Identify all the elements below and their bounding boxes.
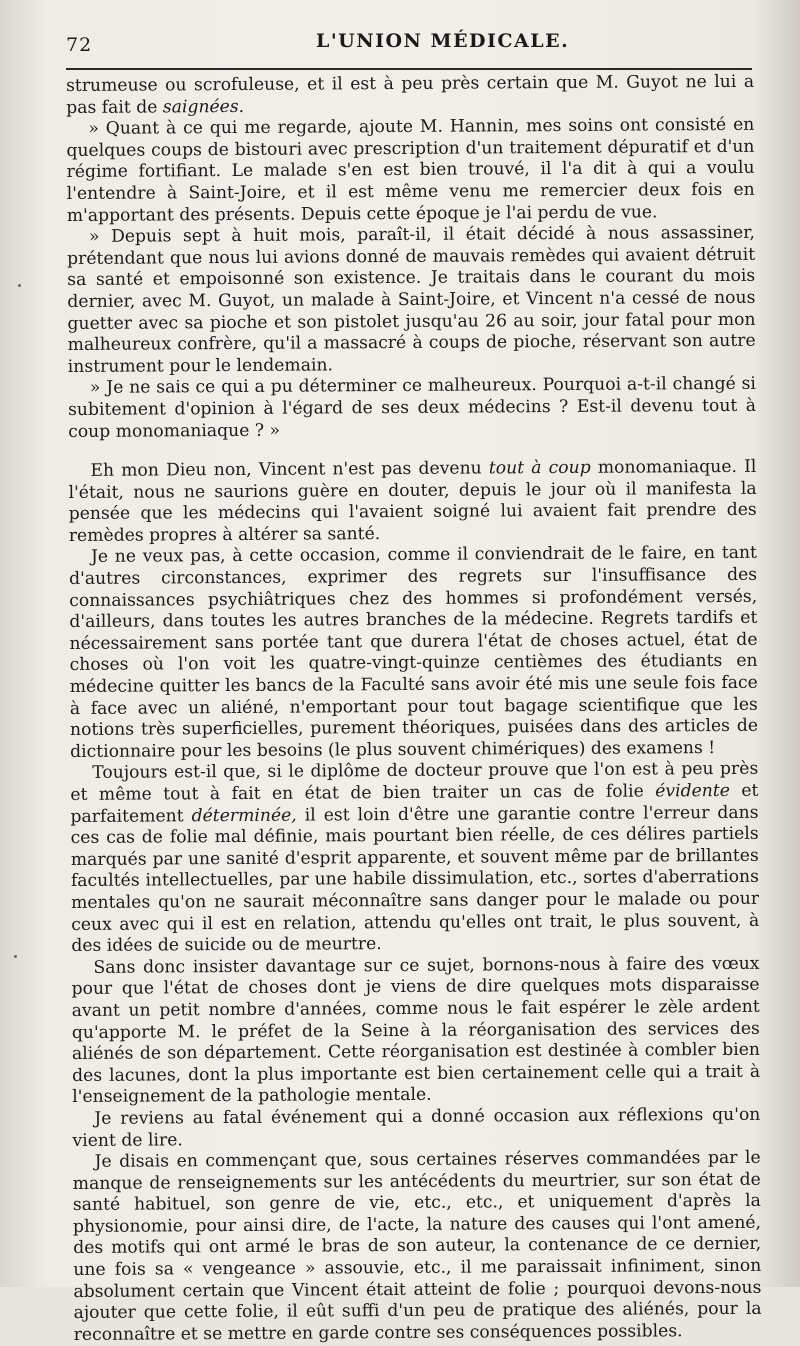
- page-header: [66, 24, 750, 60]
- emphasis: évidente: [655, 780, 730, 802]
- page-number: 72: [66, 34, 93, 56]
- emphasis: saignées.: [162, 96, 245, 118]
- paragraph: strumeuse ou scrofuleuse, et il est à peu près certain que M. Guyot ne lui a pas fait de saignées.: [66, 71, 755, 118]
- paragraph: Je ne veux pas, à cette occasion, comme il conviendrait de le faire, en tant d'autres circonstances, exprimer des regrets sur l'insuffisance des connaissances psychiâtriques chez des hommes si profondément versés, d'ailleurs, dans toutes les autres branches de la médecine. Regrets tardifs et nécessairement sans portée tant que durera l'état de choses actuel, état de choses où l'on voit les quatre-vingt-quinze centièmes des étudiants en médecine quitter les bancs de la Faculté sans avoir été mis une seule fois face à face avec un aliéné, n'emportant pour tout bagage scientifique que les notions très superficielles, purement théoriques, puisées dans des articles de dictionnaire pour les besoins (le plus souvent chimériques) des examens !: [69, 543, 759, 762]
- print-speck: [14, 955, 17, 958]
- paragraph: » Quant à ce qui me regarde, ajoute M. Hannin, mes soins ont consisté en quelques coups de bistouri avec prescription d'un traitement dépuratif et d'un régime fortifiant. Le malade s'en est bien trouvé, il l'a dit à qui a voulu l'entendre à Saint-Joire, et il est même venu me remercier deux fois en m'apportant des présents. Depuis cette époque je l'ai perdu de vue.: [66, 114, 755, 226]
- paragraph: Je disais en commençant que, sous certaines réserves commandées par le manque de renseignements sur les antécédents du meurtrier, sur son état de santé habituel, son genre de vie, etc., etc., et uniquement d'après la physionomie, pour ainsi dire, de l'acte, la nature des causes qui l'ont amené, des motifs qui ont armé le bras de son auteur, la contenance de ce dernier, une fois sa « vengeance » assouvie, etc., il me paraissait infiniment, sinon absolument certain que Vincent était atteint de folie ; pourquoi devons-nous ajouter que cette folie, il eût suffi d'un peu de pratique des aliénés, pour la reconnaître et se mettre en garde contre ses conséquences possibles.: [72, 1147, 762, 1345]
- emphasis: déterminée,: [191, 805, 297, 826]
- paragraph: Toujours est-il que, si le diplôme de docteur prouve que l'on est à peu près et même tout à fait en état de bien traiter un cas de folie évidente et parfaitement déterminée, il est loin d'être une garantie contre l'erreur dans ces cas de folie mal définie, mais pourtant bien réelle, de ces délires partiels marqués par une sanité d'esprit apparente, et souvent même par de brillantes facultés intellectuelles, par une habile dissimulation, etc., sortes d'aberrations mentales qu'on ne saurait méconnaître sans danger pour le malade ou pour ceux avec qui il est en relation, attendu qu'elles ont trait, le plus souvent, à des idées de suicide ou de meurtre.: [70, 759, 760, 957]
- paragraph: » Depuis sept à huit mois, paraît-il, il était décidé à nous assassiner, prétendant que nous lui avions donné de mauvais remèdes qui avaient détruit sa santé et empoisonné son existence. Je traitais dans le courant du mois dernier, avec M. Guyot, un malade à Saint-Joire, et Vincent n'a cessé de nous guetter avec sa pioche et son pistolet jusqu'au 26 au soir, jour fatal pour mon malheureux confrère, qu'il a massacré à coups de pioche, réservant son autre instrument pour le lendemain.: [67, 222, 756, 377]
- print-speck: [18, 284, 21, 287]
- article-body: [66, 72, 762, 1346]
- paragraph: Eh mon Dieu non, Vincent n'est pas devenu tout à coup monomaniaque. Il l'était, nous ne saurions guère en douter, depuis le jour où il manifesta la pensée que les médecins qui l'avaient soigné lui avaient fait prendre des remèdes propres à altérer sa santé.: [68, 456, 757, 546]
- paragraph: » Je ne sais ce qui a pu déterminer ce malheureux. Pourquoi a-t-il changé si subitement d'opinion à l'égard de ses deux médecins ? Est-il devenu tout à coup monomaniaque ? »: [67, 374, 757, 442]
- paragraph: Sans donc insister davantage sur ce sujet, bornons-nous à faire des vœux pour que l'état de choses dont je viens de dire quelques mots disparaisse avant un petit nombre d'années, comme nous le fait espérer le zèle ardent qu'apporte M. le préfet de la Seine à la réorganisation des services des aliénés de son département. Cette réorganisation est destinée à combler bien des lacunes, dont la plus importante est bien certainement celle qui a trait à l'enseignement de la pathologie mentale.: [71, 953, 761, 1108]
- running-title: L'UNION MÉDICALE.: [316, 30, 570, 52]
- emphasis: tout à coup: [488, 457, 591, 479]
- paragraph: Je reviens au fatal événement qui a donné occasion aux réflexions qu'on vient de lire.: [72, 1104, 761, 1151]
- header-rule: [66, 68, 752, 70]
